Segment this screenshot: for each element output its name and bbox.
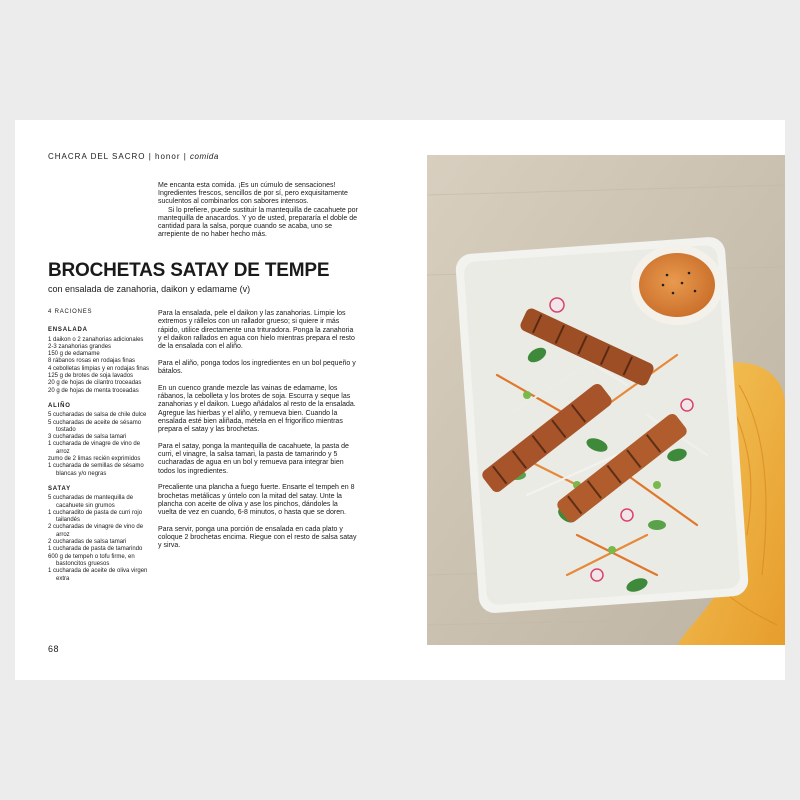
- running-head-separator: |: [145, 152, 156, 161]
- running-head: [48, 152, 219, 161]
- ingredient-item: 125 g de brotes de soja lavados: [48, 373, 134, 380]
- food-photo: [427, 155, 785, 645]
- ingredient-item: 8 rábanos rosas en rodajas finas: [48, 358, 136, 365]
- intro-text: [158, 182, 358, 239]
- satay-bowl: [631, 245, 723, 325]
- method-column: [158, 310, 358, 559]
- ingredient-item: 1 cucharada de vinagre de vino de arroz: [48, 441, 141, 455]
- recipe-title: BROCHETAS SATAY DE TEMPE: [48, 260, 330, 281]
- ingredient-item: 1 cucharada de aceite de oliva virgen extra: [48, 568, 148, 582]
- running-head-book: CHACRA DEL SACRO: [48, 152, 146, 161]
- ingredient-item: 2 cucharadas de salsa tamari: [48, 539, 127, 546]
- running-head-section: honor: [155, 152, 181, 161]
- ingredient-item: 1 cucharada de pasta de tamarindo: [48, 546, 143, 553]
- method-paragraph: Precaliente una plancha a fuego fuerte. Ensarte el tempeh en 8 brochetas metálicas y úntelo con la mitad del satay. Unte la plancha con aceite de oliva y ase los pinchos, dándoles la vuelta de vez en cuando, 6-8 minutos, o hasta que se doren.: [158, 484, 355, 517]
- ingredient-item: 20 g de hojas de menta troceadas: [48, 387, 139, 394]
- ingredient-list-satay: [48, 495, 150, 583]
- intro-paragraph: Me encanta esta comida. ¡Es un cúmulo de sensaciones! Ingredientes frescos, sencillos de por sí, pero exquisitamente suculentos al combinarlos con sabores intensos.: [158, 182, 348, 206]
- method-paragraph: En un cuenco grande mezcle las vainas de edamame, los rábanos, la cebolleta y los brotes de soja. Escurra y seque las zanahorias y el daikon. Luego añádalos al resto de la ensalada. Agregue las hierbas y el aliño, y remueva bien. Cuando la ensalada esté bien aliñada, métela en el frigorífico mientras prepara el satay y las brochetas.: [158, 384, 356, 434]
- ingredient-list-alino: [48, 412, 150, 478]
- running-head-separator: |: [180, 152, 191, 161]
- book-spread: [15, 120, 785, 680]
- recipe-subtitle: con ensalada de zanahoria, daikon y edamame (v): [48, 284, 251, 294]
- ingredient-item: 600 g de tempeh o tofu firme, en bastoncitos gruesos: [48, 553, 135, 567]
- ingredient-item: 1 cucharadito de pasta de curri rojo tailandés: [48, 509, 143, 524]
- ingredient-item: 3 cucharadas de salsa tamari: [48, 434, 127, 441]
- ingredient-item: zumo de 2 limas recién exprimidos: [48, 456, 141, 463]
- ingredient-item: 1 daikon o 2 zanahorias adicionales: [48, 336, 144, 343]
- ingredient-section-title: ALIÑO: [48, 402, 71, 409]
- method-paragraph: Para el aliño, ponga todos los ingredientes en un bol pequeño y bátalos.: [158, 359, 356, 376]
- method-paragraph: Para el satay, ponga la mantequilla de cacahuete, la pasta de curri, el vinagre, la salsa tamari, la pasta de tamarindo y 5 cucharadas de agua en un bol y remueva para integrar bien todos los ingredientes.: [158, 442, 349, 475]
- food-photo-illustration: [427, 155, 785, 645]
- ingredient-list-ensalada: [48, 337, 150, 395]
- running-head-chapter: comida: [190, 152, 219, 161]
- ingredient-item: 1 cucharada de semillas de sésamo blancas y/o negras: [48, 463, 144, 477]
- ingredient-item: 20 g de hojas de cilantro troceadas: [48, 380, 142, 387]
- ingredient-item: 4 cebolletas limpias y en rodajas finas: [48, 365, 150, 372]
- ingredient-item: 5 cucharadas de salsa de chile dulce: [48, 412, 147, 419]
- page-number: 68: [48, 644, 60, 654]
- ingredient-item: 150 g de edamame: [48, 351, 100, 358]
- method-paragraph: Para servir, ponga una porción de ensalada en cada plato y coloque 2 brochetas encima. Riegue con el resto de salsa satay y sirva.: [158, 525, 357, 550]
- ingredient-section-title: ENSALADA: [48, 327, 88, 334]
- ingredient-item: 5 cucharadas de aceite de sésamo tostado: [48, 419, 142, 433]
- ingredient-item: 2-3 zanahorias grandes: [48, 343, 112, 350]
- servings-label: 4 RACIONES: [48, 309, 93, 315]
- ingredient-item: 2 cucharadas de vinagre de vino de arroz: [48, 524, 144, 538]
- method-paragraph: Para la ensalada, pele el daikon y las zanahorias. Limpie los extremos y rállelos con un rallador grueso; si quiere ir más rápido, utilice directamente una trituradora. Ponga la zanahoria y el daikon rallados en agua con hielo mientras prepara el resto de la ensalada con el aliño.: [158, 310, 355, 351]
- ingredients-column: [48, 309, 150, 591]
- intro-paragraph: Si lo prefiere, puede sustituir la mantequilla de cacahuete por mantequilla de anacardos. Y yo de usted, prepararía el doble de cantidad para la salsa, porque cuando se acaba, uno se arrepiente de no haber hecho más.: [158, 206, 358, 239]
- ingredient-item: 5 cucharadas de mantequilla de cacahuete sin grumos: [48, 495, 134, 509]
- ingredient-section-title: SATAY: [48, 485, 71, 492]
